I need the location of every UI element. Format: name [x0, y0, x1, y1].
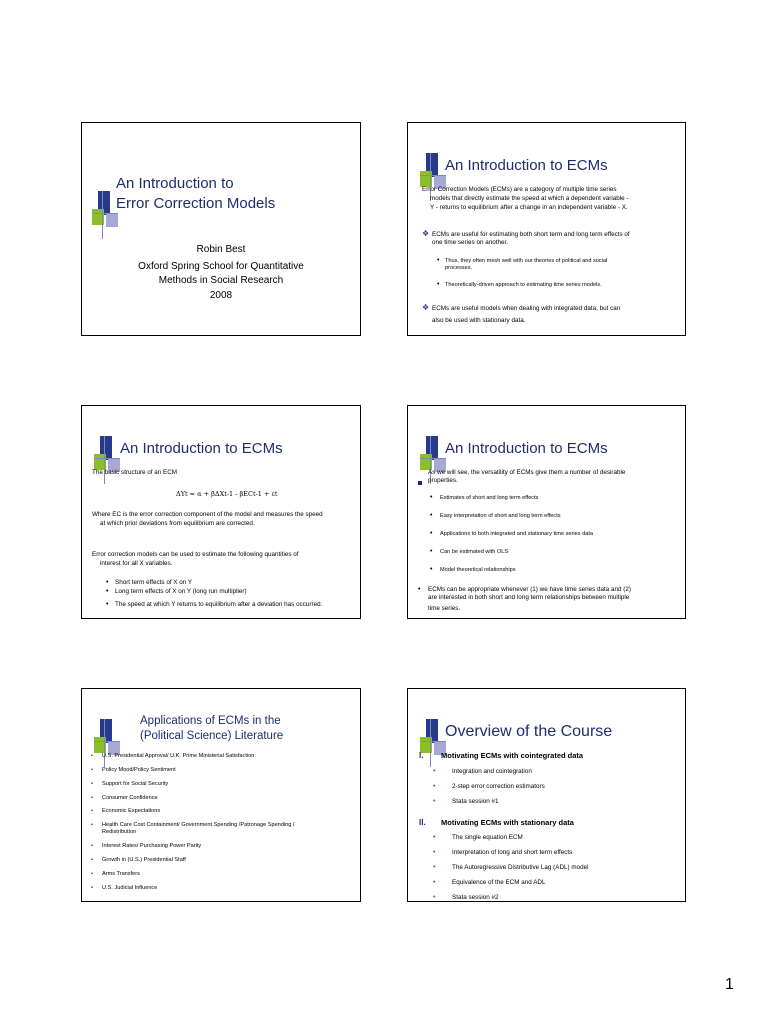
list-item: U.S. Judicial Influence: [102, 885, 158, 891]
basic-structure: The basic structure of an ECM: [92, 469, 178, 476]
intro-text-3: Y - returns to equilibrium after a change in an independent variable - X.: [430, 204, 628, 211]
list-item: Interpretation of long and short term effects: [452, 849, 573, 856]
slide-ecm-properties: [407, 405, 686, 619]
bullet-dot: •: [91, 857, 93, 863]
bullet-dot: •: [433, 834, 436, 841]
list-item: Long term effects of X on Y (long run multiplier): [115, 588, 247, 595]
closing-line2: are interested in both short and long term relationships between multiple: [428, 594, 630, 601]
bullet-dot: •: [433, 768, 436, 775]
bullet-dot: •: [433, 894, 436, 901]
intro-text-2: models that directly estimate the speed at which a dependent variable -: [430, 195, 629, 202]
slide-heading: An Introduction to ECMs: [445, 440, 608, 457]
list-item: Arms Transfers: [102, 871, 140, 877]
bullet-dot: •: [433, 798, 436, 805]
intro-text-1: Error Correction Models (ECMs) are a category of multiple time series: [422, 186, 617, 193]
list-item: The speed at which Y returns to equilibrium after a deviation has occurred.: [115, 601, 323, 608]
page-number: 1: [725, 976, 734, 993]
list-item: The Autoregressive Distributive Lag (ADL) model: [452, 864, 589, 871]
bullet-dot: •: [91, 781, 93, 787]
section-number: I.: [419, 751, 424, 760]
bullet-dot: •: [433, 879, 436, 886]
bullet-dot: •: [433, 864, 436, 871]
list-item: Stata session #1: [452, 798, 499, 805]
list-item: Equivalence of the ECM and ADL: [452, 879, 546, 886]
slide-intro-ecms: [407, 122, 686, 336]
section-title: Motivating ECMs with stationary data: [441, 818, 574, 827]
list-item: Integration and cointegration: [452, 768, 532, 775]
list-item: Estimates of short and long term effects: [440, 495, 539, 501]
slide-course-overview: [407, 688, 686, 902]
lead-line2: properties.: [428, 477, 458, 484]
list-item: Applications to both integrated and stationary time series data: [440, 531, 593, 537]
bullet-dot: •: [430, 494, 433, 501]
slide-applications: [81, 688, 361, 902]
lead-line1: As we will see, the versatility of ECMs give them a number of desirable: [428, 469, 626, 476]
list-item: Stata session #2: [452, 894, 499, 901]
bullet-dot: •: [91, 885, 93, 891]
list-item: Easy interpretation of short and long term effects: [440, 513, 561, 519]
bullet-dot: •: [91, 822, 93, 828]
author: Robin Best: [196, 244, 246, 255]
estimate-line2: interest for all X variables.: [100, 560, 173, 567]
list-item: Economic Expectations: [102, 808, 161, 814]
closing-line1: ECMs can be appropriate whenever (1) we have time series data and (2): [428, 586, 632, 593]
bullet-dot: •: [91, 843, 93, 849]
bullet-dot: •: [433, 783, 436, 790]
bullet-dot: •: [91, 808, 93, 814]
list-item: Consumer Confidence: [102, 795, 158, 801]
list-item: Policy Mood/Policy Sentiment: [102, 767, 176, 773]
point1-line1: ECMs are useful for estimating both short term and long term effects of: [432, 231, 630, 238]
year: 2008: [209, 290, 233, 301]
affiliation-line2: Methods in Social Research: [158, 275, 284, 286]
list-item: Growth in (U.S.) Presidential Staff: [102, 857, 186, 863]
ecm-equation: ΔYt = α + βΔXt-1 - βECt-1 + εt: [176, 490, 278, 498]
estimate-line1: Error correction models can be used to estimate the following quantities of: [92, 551, 299, 558]
bullet-dot: •: [418, 586, 421, 593]
bullet-dot: •: [91, 795, 93, 801]
slide-heading-line1: Applications of ECMs in the: [140, 715, 281, 727]
list-item: Model theoretical relationships: [440, 567, 516, 573]
bullet-dot: •: [91, 753, 93, 759]
bullet-dot: •: [437, 281, 440, 288]
sub1-line1: Thus, they often mesh well with our theories of political and social: [445, 258, 608, 264]
bullet-dot: •: [91, 871, 93, 877]
slide-ecm-structure: [81, 405, 361, 619]
list-item: U.S. Presidential Approval/ U.K. Prime Ministerial Satisfaction: [102, 753, 255, 759]
slide-heading-line2: (Political Science) Literature: [140, 730, 284, 742]
slide-title-line2: Error Correction Models: [116, 195, 276, 212]
point2-line2: also be used with stationary data.: [432, 317, 526, 324]
affiliation-line1: Oxford Spring School for Quantitative: [138, 261, 304, 272]
square-bullet-icon: [418, 472, 422, 490]
squares-logo-icon: [92, 191, 118, 239]
list-item-continued: Redistribution: [102, 829, 137, 835]
list-item: Interest Rates/ Purchasing Power Parity: [102, 843, 202, 849]
bullet-dot: •: [430, 512, 433, 519]
slide-title-line1: An Introduction to: [116, 175, 234, 192]
bullet-dot: •: [91, 767, 93, 773]
section-title: Motivating ECMs with cointegrated data: [441, 751, 584, 760]
list-item: Support for Social Security: [102, 781, 169, 787]
bullet-dot: •: [437, 257, 440, 264]
bullet-dot: •: [430, 530, 433, 537]
section-number: II.: [419, 818, 426, 827]
bullet-dot: •: [106, 588, 109, 595]
closing-line3: time series.: [428, 605, 461, 612]
sub1-line2: processes.: [445, 265, 473, 271]
diamond-bullet-icon: ❖: [422, 229, 430, 238]
bullet-dot: •: [433, 849, 436, 856]
list-item: 2-step error correction estimators: [452, 783, 545, 790]
slide-title: [81, 122, 361, 336]
point2-line1: ECMs are useful models when dealing with integrated data, but can: [432, 305, 621, 312]
where-line2: at which prior deviations from equilibrium are corrected.: [100, 520, 255, 527]
bullet-dot: •: [430, 548, 433, 555]
slide-heading: An Introduction to ECMs: [120, 440, 283, 457]
point1-line2: one time series on another.: [432, 239, 508, 246]
slide-heading: Overview of the Course: [445, 723, 613, 740]
list-item: Health Care Cost Containment/ Government Spending /Patronage Spending /: [102, 822, 295, 828]
list-item: The single equation ECM: [452, 834, 523, 841]
bullet-dot: •: [430, 566, 433, 573]
bullet-dot: •: [106, 601, 109, 608]
sub2: Theoretically-driven approach to estimating time series models.: [445, 282, 602, 288]
slide-heading: An Introduction to ECMs: [445, 157, 608, 174]
bullet-dot: •: [106, 579, 109, 586]
list-item: Can be estimated with OLS: [440, 549, 509, 555]
list-item: Short term effects of X on Y: [115, 579, 193, 586]
where-line1: Where EC is the error correction component of the model and measures the speed: [92, 511, 323, 518]
diamond-bullet-icon: ❖: [422, 303, 430, 312]
